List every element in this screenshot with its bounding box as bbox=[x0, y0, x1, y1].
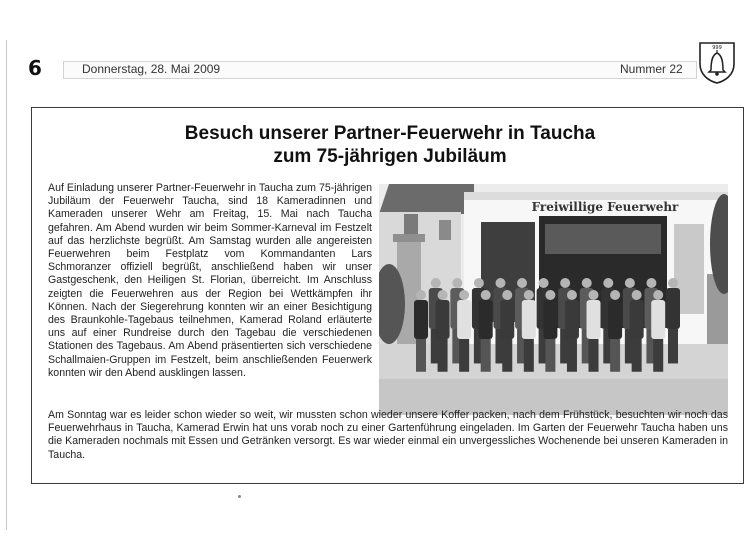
person-figure bbox=[436, 290, 450, 372]
headline-line-1: Besuch unserer Partner-Feuerwehr in Taucha bbox=[184, 123, 596, 144]
fire-station-sign: Freiwillige Feuerwehr bbox=[531, 200, 679, 214]
article-headline bbox=[60, 122, 720, 168]
person-figure bbox=[500, 290, 514, 372]
person-figure bbox=[565, 290, 579, 372]
person-figure bbox=[414, 290, 428, 372]
person-figure bbox=[608, 290, 622, 372]
fire-station-group-photo bbox=[379, 184, 728, 415]
group-of-firefighters bbox=[414, 278, 680, 372]
page-number: 6 bbox=[28, 56, 42, 80]
person-figure bbox=[630, 290, 644, 372]
person-figure bbox=[666, 278, 680, 363]
issue-number: Nummer 22 bbox=[620, 62, 683, 76]
article-body-wide: Am Sonntag war es leider schon wieder so weit, wir mussten schon wieder unsere Koffer packen, nach dem Frühstück, besuchten wir noch das Feuerwehrhaus in Taucha, Kamerad Erwin hat uns vorab noch zu einer Gartenführung eingeladen. Im Garten der Feuerwehr Taucha haben uns die Kameraden nochmals mit Essen und Getränken versorgt. Es war wieder einmal ein unvergessliches Wochenende bei unseren Kameraden in Taucha. bbox=[48, 409, 728, 461]
page-left-rule bbox=[6, 40, 7, 530]
crest-label: 999 bbox=[712, 45, 722, 51]
page-speck bbox=[238, 495, 241, 498]
article-body-column: Auf Einladung unserer Partner-Feuerwehr in Taucha zum 75-jährigen Jubiläum der Feuerwehr Taucha, sind 18 Kameradinnen und Kameraden unserer Wehr am Freitag, 15. Mai nach Taucha gefahren. Am Abend wurden wir beim Sommer-Karneval im Festzelt auf das herzlichste begrüßt. Am Samstag wurden alle angereisten Feuerwehren beim Festplatz vom Kommandanten Lars Schmoranzer offiziell begrüßt, anschließend haben wir unser Gastgeschenk, den Heiligen St. Florian, überreicht. Im Anschluss zeigten die Feuerwehren aus der Region bei Wettkämpfen ihr Können. Nach der Siegerehrung konnten wir an einer Besichtigung des Braunkohle-Tagebaus teilnehmen, Kamerad Roland erläuterte uns auf einer Rundreise durch den Tagebau die verschiedenen Stationen des Tagebaus. Am Abend präsentierten sich verschiedene Schallmaien-Gruppen im Festzelt, beim anschließenden Feuerwerk konnten wir den Abend ausklingen lassen. bbox=[48, 182, 372, 379]
person-figure bbox=[479, 290, 493, 372]
person-figure bbox=[651, 290, 665, 372]
bell-crest-icon bbox=[697, 40, 737, 84]
person-figure bbox=[522, 290, 536, 372]
issue-date: Donnerstag, 28. Mai 2009 bbox=[82, 62, 221, 76]
person-figure bbox=[587, 290, 601, 372]
person-figure bbox=[543, 290, 557, 372]
person-figure bbox=[457, 290, 471, 372]
headline-line-2: zum 75-jährigen Jubiläum bbox=[273, 146, 507, 167]
